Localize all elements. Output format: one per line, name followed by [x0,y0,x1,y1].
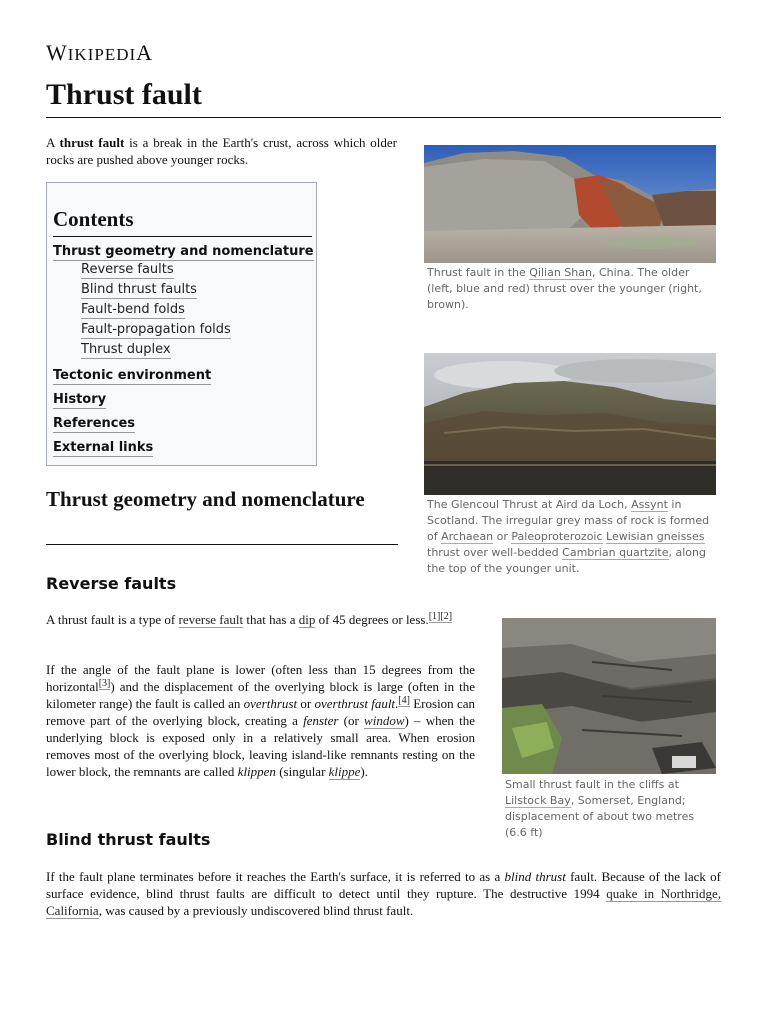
citation-4[interactable]: [4] [398,694,410,706]
text: Erosion can remove part of the overlying block, creating a [46,696,476,728]
lead-paragraph [46,134,397,168]
text: If the angle of the fault plane is lower (often less than 15 degrees from the horizontal [46,662,475,694]
citation-1[interactable]: [1] [428,610,441,622]
toc-item-external-links[interactable]: External links [53,440,154,455]
link-dip[interactable]: dip [298,612,316,627]
text: that has a [243,612,299,627]
glencoul-thrust-photo [424,353,716,495]
text: (or [338,713,365,728]
italic-term: overthrust fault [314,696,396,711]
link-paleoproterozoic[interactable]: Paleoproterozoic [511,530,603,543]
toc-item-blind-thrust-faults[interactable]: Blind thrust faults [81,282,197,297]
link-northridge-quake[interactable]: quake in Northridge, California [46,886,721,918]
text: , Somerset, England; displacement of about two metres (6.6 ft) [505,794,695,839]
link-lewisian-gneisses[interactable]: Lewisian gneisses [606,530,705,543]
toc-item-fault-propagation-folds[interactable]: Fault-propagation folds [81,322,231,337]
text: (singular [275,764,329,779]
qilian-shan-photo [424,145,716,263]
section-divider [46,544,398,545]
text: . [395,696,399,711]
toc-title: Contents [53,207,134,231]
italic-term: overthrust [243,696,298,711]
italic-term: fenster [303,713,339,728]
text: fault. Because of the lack of surface evidence, blind thrust faults are difficult to detect until they rupture. The destructive 1994 [46,869,722,901]
text: Thrust fault in the [427,266,530,279]
reverse-faults-paragraph-2 [46,661,475,780]
link-cambrian-quartzite[interactable]: Cambrian quartzite [562,546,669,559]
figure-glencoul-thrust-caption [427,497,715,577]
text: or [297,696,315,711]
lead-text-rest: is a break in the Earth's crust, across which older rocks are pushed above younger rocks. [46,135,398,167]
text: in Scotland. The irregular grey mass of rock is formed of [427,498,710,543]
section-heading-thrust-geometry: Thrust geometry and nomenclature [46,487,365,511]
wikipedia-wordmark[interactable] [46,40,153,66]
lead-bold-term: thrust fault [59,135,125,150]
link-window[interactable]: window [364,713,405,728]
text: of 45 degrees or less. [315,612,429,627]
text: The Glencoul Thrust at Aird da Loch, [427,498,632,511]
subheading-blind-thrust-faults: Blind thrust faults [46,830,211,849]
text: Small thrust fault in the cliffs at [505,778,679,791]
toc-item-tectonic-environment[interactable]: Tectonic environment [53,368,212,383]
toc-item-thrust-geometry[interactable]: Thrust geometry and nomenclature [53,244,314,259]
blind-thrust-paragraph [46,868,721,919]
text: ) – when the underlying block is exposed only in a relatively small area. When erosion removes most of the overlying block, leaving island-like remnants resting on the lower block, the remnants are called [46,713,475,779]
text: , along the top of the younger unit. [427,546,706,575]
italic-term: blind thrust [504,869,566,884]
text: ). [360,764,369,779]
subheading-reverse-faults: Reverse faults [46,574,177,593]
link-archaean[interactable]: Archaean [441,530,494,543]
figure-qilian-shan-caption [427,265,715,313]
text: If the fault plane terminates before it reaches the Earth's surface, it is referred to as a [46,869,505,884]
lilstock-bay-photo [502,618,716,774]
text: , China. The older (left, blue and red) thrust over the younger (right, brown). [427,266,702,311]
toc-item-references[interactable]: References [53,416,136,431]
table-of-contents [46,182,317,466]
title-divider [46,117,721,118]
text: thrust over well-bedded [427,546,563,559]
reverse-faults-paragraph-1 [46,611,475,628]
lead-text-a: A [46,135,60,150]
text: ) and the displacement of the overlying block is large (often in the kilometer range) the fault is called an [46,679,475,711]
citation-2[interactable]: [2] [440,610,453,622]
figure-qilian-shan-image[interactable] [424,145,716,263]
link-lilstock-bay[interactable]: Lilstock Bay [505,794,571,807]
text: A thrust fault is a type of [46,612,179,627]
wordmark-last: A [136,40,154,65]
toc-divider [53,236,312,237]
text: , was caused by a previously undiscovered blind thrust fault. [98,903,414,918]
link-klippe[interactable]: klippe [328,764,361,779]
toc-item-thrust-duplex[interactable]: Thrust duplex [81,342,171,357]
figure-lilstock-bay-image[interactable] [502,618,716,774]
link-qilian-shan[interactable]: Qilian Shan [529,266,592,279]
toc-item-history[interactable]: History [53,392,107,407]
figure-glencoul-thrust-image[interactable] [424,353,716,495]
text: or [493,530,512,543]
link-assynt[interactable]: Assynt [631,498,668,511]
figure-lilstock-bay-caption [505,777,715,841]
citation-3[interactable]: [3] [98,677,111,689]
wordmark-first: W [46,40,68,65]
italic-term: klippen [237,764,276,779]
link-reverse-fault[interactable]: reverse fault [178,612,244,627]
page-title: Thrust fault [46,78,202,111]
toc-item-fault-bend-folds[interactable]: Fault-bend folds [81,302,185,317]
toc-item-reverse-faults[interactable]: Reverse faults [81,262,174,277]
wordmark-rest: IKIPEDI [67,45,137,64]
